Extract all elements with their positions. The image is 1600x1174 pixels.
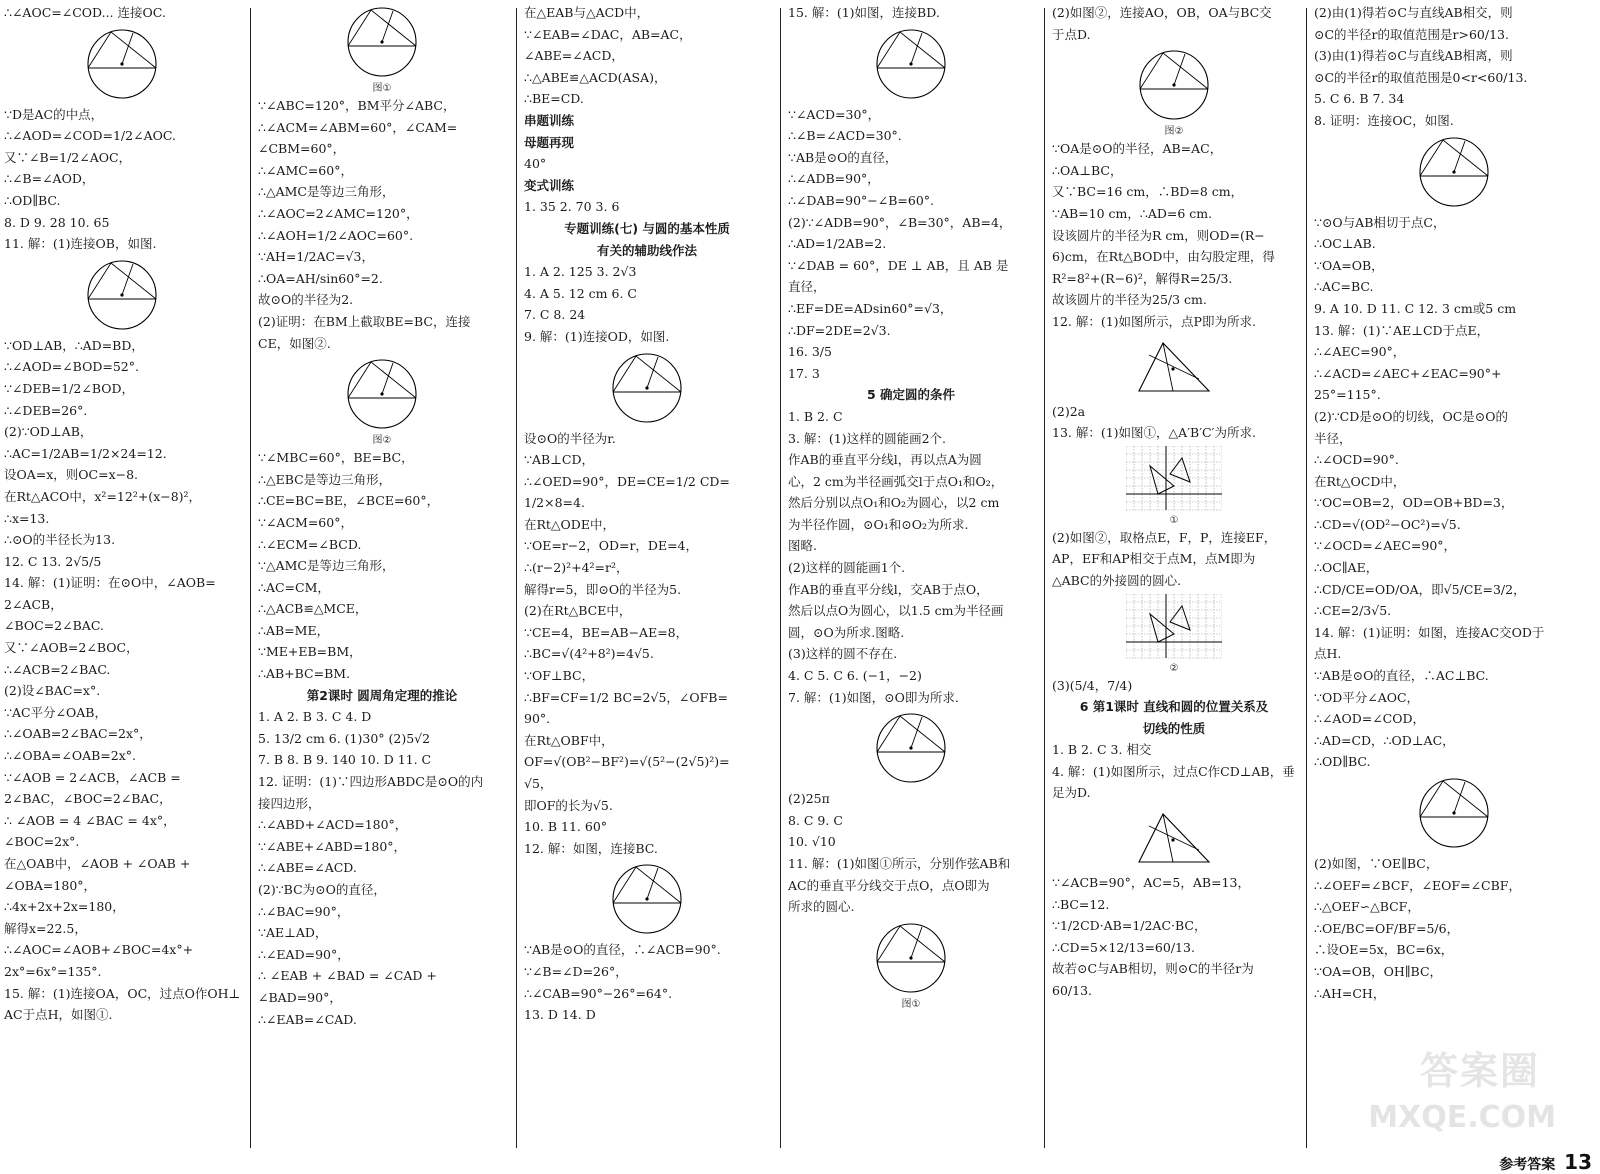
answer-line: ∵OA是⊙O的半径，AB=AC， — [1052, 141, 1223, 157]
answer-line: ∴△OEF∽△BCF， — [1314, 899, 1420, 915]
answer-line: 又∵BC=16 cm，∴BD=8 cm， — [1052, 184, 1244, 200]
figure-circle-fig-c2-b — [258, 354, 506, 447]
answer-line: 1/2×8=4. — [524, 495, 585, 511]
answer-line: 12. 解：(1)如图所示，点P即为所求. — [1052, 313, 1256, 329]
answer-line: 12. 解：如图，连接BC. — [524, 840, 658, 856]
answer-line: 1. B 2. C 3. 相交 — [1052, 742, 1152, 758]
column-3 — [520, 0, 776, 1150]
circle-fig-c1-a-diagram — [4, 24, 240, 104]
answer-line: ∴OD∥BC. — [1314, 754, 1371, 770]
answer-line: 13. 解：(1)如图①，△A′B′C′为所求. — [1052, 425, 1256, 441]
answer-line: ∴ ∠EAB + ∠BAD = ∠CAD + — [258, 968, 437, 984]
answer-line: 7. B 8. B 9. 140 10. D 11. C — [258, 752, 432, 768]
circle-fig-c4-c-diagram — [788, 918, 1034, 998]
answer-line: ∴∠AOH=1/2∠AOC=60°. — [258, 227, 414, 243]
answer-line: 16. 3/5 — [788, 344, 832, 360]
answer-line: 1. B 2. C — [788, 408, 843, 424]
answer-line: 所求的圆心. — [788, 899, 855, 915]
answer-line: ∵D是AC的中点， — [4, 106, 104, 122]
figure-caption: 图② — [1164, 126, 1184, 138]
answer-line: ∴AC=CM， — [258, 579, 330, 595]
answer-line: ∵OC=OB=2，OD=OB+BD=3， — [1314, 495, 1514, 511]
answer-line: 设⊙O的半径为r. — [524, 430, 616, 446]
answer-line: (2)如图②，连接AO，OB，OA与BC交 — [1052, 5, 1272, 20]
answer-line: ∴∠AOC=2∠AMC=120°， — [258, 205, 419, 221]
answer-line: ∵⊙O与AB相切于点C， — [1314, 214, 1446, 230]
answer-line: ∴△EBC是等边三角形， — [258, 471, 392, 487]
answer-line: (3)(5/4，7/4) — [1052, 677, 1133, 693]
answer-line: ∴⊙O的半径长为13. — [4, 532, 116, 548]
answer-line: 9. 解：(1)连接OD，如图. — [524, 328, 670, 344]
subsection-label: 串题训练 — [524, 112, 575, 128]
answer-line: ∴∠OAB=2∠BAC=2x°， — [4, 726, 152, 742]
figure-circle-fig-c4-b — [788, 708, 1034, 788]
answer-line: ∴∠OCD=90°. — [1314, 452, 1399, 468]
circle-fig-c2-b-diagram — [258, 354, 506, 434]
answer-line: ∴AB=ME， — [258, 622, 330, 638]
answer-line: 然后分别以点O₁和O₂为圆心，以2 cm — [788, 495, 1000, 511]
answer-line: ∴ ∠AOB = 4 ∠BAC = 4x°， — [4, 812, 176, 828]
answer-line: (2)由(1)得若⊙C与直线AB相交，则 — [1314, 5, 1513, 20]
answer-line: ∴AC=BC. — [1314, 279, 1374, 295]
answer-line: ∵∠EAB=∠DAC，AB=AC， — [524, 26, 692, 42]
answer-line: 9. A 10. D 11. C 12. 3 cm或5 cm — [1314, 300, 1517, 316]
answer-line: 又∵∠AOB=2∠BOC， — [4, 640, 139, 656]
subsection-label: 变式训练 — [524, 177, 575, 193]
answer-line: √5， — [524, 776, 553, 791]
answer-line: ∴∠ACB=2∠BAC. — [4, 661, 111, 677]
circle-fig-c3-a-diagram — [524, 348, 770, 428]
figure-grid-fig-c5-c — [1052, 444, 1296, 527]
answer-line: ∵AB是⊙O的直径， — [788, 149, 898, 165]
answer-line: ∵∠ABE+∠ABD=180°， — [258, 838, 407, 854]
answer-line: (2)∵OD⊥AB， — [4, 424, 93, 440]
answer-line: ∵∠OCD=∠AEC=90°， — [1314, 538, 1457, 554]
figure-circle-fig-c2-a — [258, 2, 506, 95]
answer-line: 1. A 2. 125 3. 2√3 — [524, 264, 637, 280]
answer-line: ∴∠AOD=∠COD， — [1314, 711, 1426, 727]
column-4 — [784, 0, 1040, 1150]
answer-line: 又∵∠B=1/2∠AOC， — [4, 149, 132, 165]
column-5 — [1048, 0, 1302, 1150]
answer-line: 13. D 14. D — [524, 1007, 596, 1023]
column-divider — [780, 8, 781, 1148]
figure-caption: 图① — [901, 998, 921, 1010]
answer-line: ∴△AMC是等边三角形， — [258, 184, 395, 200]
page-number: 13 — [1564, 1150, 1592, 1174]
circle-fig-c3-b-diagram — [524, 859, 770, 939]
figure-triangle-fig-c5-b — [1052, 333, 1296, 401]
answer-line: 2∠ACB， — [4, 596, 63, 612]
answer-line: 圆，⊙O为所求.图略. — [788, 624, 905, 640]
answer-line: 在Rt△OCD中， — [1314, 473, 1406, 489]
answer-line: (3)这样的圆不存在. — [788, 646, 898, 662]
answer-line: (2)∵∠ADB=90°，∠B=30°，AB=4， — [788, 214, 1012, 230]
grid-fig-c5-c-diagram — [1052, 444, 1296, 514]
answer-line: ∴OA⊥BC， — [1052, 162, 1123, 178]
answer-line: 解得r=5，即⊙O的半径为5. — [524, 581, 682, 597]
answer-line: 15. 解：(1)连接OA，OC，过点O作OH⊥ — [4, 985, 240, 1001]
answer-line: 5. 13/2 cm 6. (1)30° (2)5√2 — [258, 730, 431, 746]
answer-line: 即OF的长为√5. — [524, 797, 613, 813]
answer-line: 6)cm，在Rt△BOD中，由勾股定理，得 — [1052, 249, 1275, 265]
figure-caption: ② — [1169, 662, 1179, 674]
answer-line: ∵AE⊥AD， — [258, 925, 328, 941]
answer-line: 1. A 2. B 3. C 4. D — [258, 709, 372, 725]
answer-line: ∵∠ACM=60°， — [258, 514, 353, 530]
answer-line: ∵∠DEB=1/2∠BOD， — [4, 380, 135, 396]
answer-line: 设该圆片的半径为R cm，则OD=(R− — [1052, 227, 1265, 243]
answer-line: ∵∠ACB=90°，AC=5，AB=13， — [1052, 875, 1250, 891]
answer-line: ∴∠EAD=90°， — [258, 946, 350, 962]
answer-line: ∵AB=10 cm，∴AD=6 cm. — [1052, 205, 1213, 221]
figure-caption: 图② — [372, 435, 392, 447]
answer-line: ∠BOC=2x°. — [4, 834, 80, 850]
column-1 — [0, 0, 246, 1150]
answer-line: (2)这样的圆能画1个. — [788, 560, 906, 576]
answer-line: ∴(r−2)²+4²=r²， — [524, 560, 629, 576]
circle-fig-c6-b-diagram — [1314, 773, 1594, 853]
answer-line: ∴∠AOD=∠BOD=52°. — [4, 359, 139, 375]
answer-line: 10. B 11. 60° — [524, 819, 608, 835]
answer-line: 足为D. — [1052, 785, 1091, 801]
triangle-fig-c5-b-diagram — [1052, 333, 1296, 401]
figure-triangle-fig-c5-e — [1052, 804, 1296, 872]
grid-fig-c5-d-diagram — [1052, 592, 1296, 662]
answer-line: ∵1/2CD·AB=1/2AC·BC， — [1052, 918, 1207, 934]
answer-line: ∴设OE=5x，BC=6x， — [1314, 942, 1454, 958]
answer-line: ∵OD平分∠AOC， — [1314, 689, 1420, 705]
answer-line: ⊙C的半径r的取值范围是r>60/13. — [1314, 26, 1509, 42]
answer-line: 图略. — [788, 538, 817, 554]
answer-line: ∴AH=CH， — [1314, 985, 1386, 1001]
answer-line: 3. 解：(1)这样的圆能画2个. — [788, 430, 947, 446]
section-heading: 5 确定圆的条件 — [866, 387, 956, 403]
answer-line: ∴∠ABE=∠ACD. — [258, 860, 357, 876]
figure-circle-fig-c4-c — [788, 918, 1034, 1011]
answer-line: ∴OA=AH/sin60°=2. — [258, 270, 383, 286]
answer-line: ∴BF=CF=1/2 BC=2√5，∠OFB= — [524, 689, 728, 705]
answer-line: 设OA=x，则OC=x−8. — [4, 467, 139, 483]
answer-line: ∴AD=1/2AB=2. — [788, 236, 887, 252]
answer-line: ∴∠AMC=60°， — [258, 162, 353, 178]
answer-line: ∵∠B=∠D=26°， — [524, 963, 628, 979]
answer-line: 2∠BAC，∠BOC=2∠BAC， — [4, 791, 172, 807]
answer-line: ∠OBA=180°， — [4, 877, 97, 893]
answer-line: ∵AH=1/2AC=√3， — [258, 249, 374, 265]
answer-line: (2)∵BC为⊙O的直径， — [258, 882, 386, 897]
answer-line: ∵OA=OB， — [1314, 257, 1384, 273]
answer-line: ∵△AMC是等边三角形， — [258, 558, 395, 574]
section-heading: 有关的辅助线作法 — [596, 242, 697, 258]
answer-line: ∴∠ACD=∠AEC+∠EAC=90°+ — [1314, 365, 1502, 381]
figure-circle-fig-c3-a — [524, 348, 770, 428]
answer-line: ∴∠ECM=∠BCD. — [258, 536, 362, 552]
answer-line: ∴BC=12. — [1052, 896, 1110, 912]
answer-line: 在Rt△ODE中， — [524, 516, 615, 532]
answer-line: ∴EF=DE=ADsin60°=√3， — [788, 300, 953, 316]
answer-line: 故⊙O的半径为2. — [258, 292, 354, 308]
answer-line: 直径， — [788, 279, 826, 295]
answer-line: ∴4x+2x+2x=180， — [4, 899, 125, 915]
answer-line: ∴∠OED=90°，DE=CE=1/2 CD= — [524, 473, 730, 489]
column-divider — [250, 8, 251, 1148]
figure-grid-fig-c5-d — [1052, 592, 1296, 675]
answer-line: ∴OC⊥AB. — [1314, 236, 1376, 252]
answer-line: 在Rt△OBF中， — [524, 732, 614, 748]
answer-line: 解得x=22.5， — [4, 920, 87, 936]
answer-line: 12. 证明：(1)∵四边形ABDC是⊙O的内 — [258, 774, 484, 790]
answer-line: (2)∵CD是⊙O的切线，OC是⊙O的 — [1314, 408, 1509, 424]
answer-line: ∴∠AEC=90°， — [1314, 344, 1406, 360]
answer-line: 40° — [524, 156, 547, 172]
answer-line: ∴CD=5×12/13=60/13. — [1052, 939, 1195, 955]
answer-line: ∵∠MBC=60°，BE=BC， — [258, 450, 414, 466]
answer-line: ∴∠AOC=∠COD... 连接OC. — [4, 5, 166, 20]
answer-line: 4. 解：(1)如图所示，过点C作CD⊥AB，垂 — [1052, 763, 1295, 779]
answer-line: ∴∠ADB=90°， — [788, 171, 880, 187]
column-divider — [1044, 8, 1045, 1148]
answer-line: (2)25π — [788, 791, 830, 807]
answer-line: 心，2 cm为半径画弧交l于点O₁和O₂， — [788, 473, 1004, 489]
answer-line: ∴△ACB≌△MCE， — [258, 601, 368, 617]
answer-line: ∴OC∥AE， — [1314, 560, 1379, 576]
answer-line: ∵AB⊥CD， — [524, 452, 595, 468]
column-divider — [1306, 8, 1307, 1148]
answer-line: ∴∠AOD=∠COD=1/2∠AOC. — [4, 128, 176, 144]
answer-line: ∵OF⊥BC， — [524, 668, 595, 684]
answer-line: ∴∠EAB=∠CAD. — [258, 1011, 357, 1027]
triangle-fig-c5-e-diagram — [1052, 804, 1296, 872]
answer-line: 17. 3 — [788, 365, 820, 381]
answer-line: ∵AB是⊙O的直径，∴∠ACB=90°. — [524, 942, 721, 958]
answer-line: 11. 解：(1)连接OB，如图. — [4, 236, 157, 252]
circle-fig-c1-b-diagram — [4, 255, 240, 335]
answer-line: ⊙C的半径r的取值范围是0<r<60/13. — [1314, 69, 1528, 85]
answer-line: 然后以点O为圆心，以1.5 cm为半径画 — [788, 603, 1004, 619]
answer-line: ∴∠OEF=∠BCF，∠EOF=∠CBF， — [1314, 877, 1521, 893]
answer-line: 4. C 5. C 6. (−1，−2) — [788, 668, 922, 684]
answer-line: AP，EF和AP相交于点M，点M即为 — [1052, 551, 1256, 567]
answer-line: ∴∠CAB=90°−26°=64°. — [524, 985, 673, 1001]
answer-line: ∴∠ACM=∠ABM=60°，∠CAM= — [258, 119, 458, 135]
answer-line: ∵AC平分∠OAB， — [4, 704, 107, 720]
answer-line: 点H. — [1314, 646, 1342, 662]
answer-line: R²=8²+(R−6)²，解得R=25/3. — [1052, 270, 1233, 286]
answer-line: ∴OD∥BC. — [4, 192, 61, 208]
answer-line: 接四边形， — [258, 795, 321, 811]
answer-line: ∴∠BAC=90°， — [258, 903, 350, 919]
figure-circle-fig-c3-b — [524, 859, 770, 939]
column-6 — [1310, 0, 1600, 1150]
answer-line: (2)在Rt△BCE中， — [524, 603, 632, 619]
circle-fig-c5-a-diagram — [1052, 45, 1296, 125]
answer-line: 7. C 8. 24 — [524, 307, 586, 323]
section-heading: 切线的性质 — [1142, 720, 1206, 736]
answer-line: 8. D 9. 28 10. 65 — [4, 214, 110, 230]
answer-line: ∵AB是⊙O的直径，∴AC⊥BC. — [1314, 668, 1489, 684]
answer-line: (2)如图，∵OE∥BC， — [1314, 856, 1439, 871]
answer-line: (3)由(1)得若⊙C与直线AB相离，则 — [1314, 48, 1513, 64]
answer-line: 2x°=6x°=135°. — [4, 963, 102, 979]
answer-line: 在△OAB中，∠AOB + ∠OAB + — [4, 856, 191, 871]
answer-line: 7. 解：(1)如图，⊙O即为所求. — [788, 689, 959, 705]
answer-line: 在△EAB与△ACD中， — [524, 5, 650, 20]
answer-line: 8. 证明：连接OC，如图. — [1314, 112, 1454, 128]
answer-line: 1. 35 2. 70 3. 6 — [524, 199, 620, 215]
answer-line: 10. √10 — [788, 834, 836, 850]
answer-line: AC于点H，如图①. — [4, 1007, 113, 1023]
answer-line: 60/13. — [1052, 983, 1092, 999]
answer-line: 14. 解：(1)证明：如图，连接AC交OD于 — [1314, 624, 1545, 640]
answer-line: ∴CD=√(OD²−OC²)=√5. — [1314, 516, 1461, 532]
answer-line: 于点D. — [1052, 26, 1091, 42]
answer-line: ∠ABE=∠ACD， — [524, 48, 624, 64]
answer-line: ∵ME+EB=BM， — [258, 644, 362, 660]
answer-line: 12. C 13. 2√5/5 — [4, 553, 102, 569]
answer-line: ∵CE=4，BE=AB−AE=8， — [524, 624, 689, 640]
answer-line: ∵∠ACD=30°， — [788, 106, 881, 122]
answer-line: ∵∠AOB = 2∠ACB，∠ACB = — [4, 769, 181, 785]
answer-line: 作AB的垂直平分线l，交AB于点O， — [788, 581, 989, 597]
answer-line: 15. 解：(1)如图，连接BD. — [788, 5, 940, 20]
section-heading: 6 第1课时 直线和圆的位置关系及 — [1079, 699, 1269, 715]
circle-fig-c6-a-diagram — [1314, 132, 1594, 212]
answer-line: (2)证明：在BM上截取BE=BC，连接 — [258, 313, 471, 329]
answer-line: (2)2a — [1052, 403, 1086, 419]
figure-circle-fig-c5-a — [1052, 45, 1296, 138]
circle-fig-c4-a-diagram — [788, 24, 1034, 104]
figure-circle-fig-c1-b — [4, 255, 240, 335]
answer-line: ∴x=13. — [4, 510, 50, 526]
answer-line: ∵∠ABC=120°，BM平分∠ABC， — [258, 98, 456, 113]
answer-line: ∴∠ABD+∠ACD=180°， — [258, 817, 408, 833]
section-heading: 第2课时 圆周角定理的推论 — [306, 687, 458, 703]
answer-line: 25°=115°. — [1314, 387, 1381, 403]
answer-line: ∵OA=OB，OH∥BC， — [1314, 963, 1443, 979]
answer-line: ∴AD=CD，∴OD⊥AC， — [1314, 732, 1455, 748]
figure-caption: 图① — [372, 83, 392, 94]
column-divider — [516, 8, 517, 1148]
answer-line: 90°. — [524, 711, 551, 727]
answer-line: 作AB的垂直平分线l，再以点A为圆 — [788, 452, 982, 468]
answer-line: ∵OE=r−2，OD=r，DE=4， — [524, 538, 698, 554]
answer-line: ∠CBM=60°， — [258, 141, 346, 157]
figure-circle-fig-c6-a — [1314, 132, 1594, 212]
answer-line: ∴OE/BC=OF/BF=5/6， — [1314, 920, 1460, 936]
watermark-url: MXQE.COM — [1368, 1100, 1556, 1135]
section-heading: 专题训练(七) 与圆的基本性质 — [564, 220, 730, 236]
answer-line: 在Rt△ACO中，x²=12²+(x−8)²， — [4, 488, 202, 504]
circle-fig-c4-b-diagram — [788, 708, 1034, 788]
figure-circle-fig-c4-a — [788, 24, 1034, 104]
answer-line: ∴∠DAB=90°−∠B=60°. — [788, 192, 935, 208]
answer-line: ∴BE=CD. — [524, 91, 584, 107]
answer-line: ∴CD/CE=OD/OA，即√5/CE=3/2， — [1314, 581, 1526, 597]
answer-line: ∠BOC=2∠BAC. — [4, 618, 104, 634]
answer-line: ∴∠B=∠ACD=30°. — [788, 128, 902, 144]
footer-label: 参考答案 — [1499, 1157, 1556, 1173]
answer-line: 13. 解：(1)∵AE⊥CD于点E， — [1314, 322, 1490, 338]
answer-line: △ABC的外接圆的圆心. — [1052, 572, 1182, 588]
answer-line: CE，如图②. — [258, 335, 331, 351]
page-footer — [1499, 1150, 1592, 1174]
answer-line: ∵OD⊥AB，∴AD=BD， — [4, 337, 144, 353]
answer-line: ∴CE=BC=BE，∠BCE=60°， — [258, 493, 440, 509]
answer-line: ∴AC=1/2AB=1/2×24=12. — [4, 445, 167, 461]
answer-line: 半径， — [1314, 430, 1352, 446]
answer-line: 11. 解：(1)如图①所示，分别作弦AB和 — [788, 856, 1011, 871]
answer-line: ∴∠B=∠AOD， — [4, 171, 95, 187]
answer-line: 8. C 9. C — [788, 812, 843, 828]
answer-line: OF=√(OB²−BF²)=√(5²−(2√5)²)= — [524, 754, 730, 770]
answer-line: ∴CE=2/3√5. — [1314, 603, 1392, 619]
answer-line: ∴AB+BC=BM. — [258, 666, 351, 682]
column-2 — [254, 0, 512, 1150]
figure-caption: ① — [1169, 514, 1179, 526]
answer-line: ∴△ABE≌△ACD(ASA)， — [524, 69, 667, 85]
answer-line: ∠BAD=90°， — [258, 989, 342, 1005]
answer-line: ∴∠OBA=∠OAB=2x°. — [4, 748, 136, 764]
subsection-label: 母题再现 — [524, 134, 575, 150]
circle-fig-c2-a-diagram — [258, 2, 506, 82]
answer-line: 14. 解：(1)证明：在⊙O中，∠AOB= — [4, 575, 216, 591]
answer-line: 故若⊙C与AB相切，则⊙C的半径r为 — [1052, 961, 1254, 977]
answer-line: (2)设∠BAC=x°. — [4, 683, 101, 699]
answer-line: ∴DF=2DE=2√3. — [788, 322, 891, 338]
answer-line: AC的垂直平分线交于点O，点O即为 — [788, 877, 990, 893]
answer-line: ∴∠AOC=∠AOB+∠BOC=4x°+ — [4, 942, 194, 958]
watermark-logo: 答案圈 — [1419, 1049, 1540, 1093]
answer-line: 故该圆片的半径为25/3 cm. — [1052, 292, 1207, 308]
answer-line: ∴BC=√(4²+8²)=4√5. — [524, 646, 654, 662]
answer-line: ∵∠DAB = 60°，DE ⊥ AB，且 AB 是 — [788, 257, 1009, 273]
figure-circle-fig-c1-a — [4, 24, 240, 104]
figure-circle-fig-c6-b — [1314, 773, 1594, 853]
answer-line: 5. C 6. B 7. 34 — [1314, 91, 1405, 107]
answer-line: ∴∠DEB=26°. — [4, 402, 88, 418]
answer-line: 4. A 5. 12 cm 6. C — [524, 285, 637, 301]
answer-line: (2)如图②，取格点E，F，P，连接EF， — [1052, 529, 1277, 545]
answer-line: 为半径作圆，⊙O₁和⊙O₂为所求. — [788, 516, 969, 532]
